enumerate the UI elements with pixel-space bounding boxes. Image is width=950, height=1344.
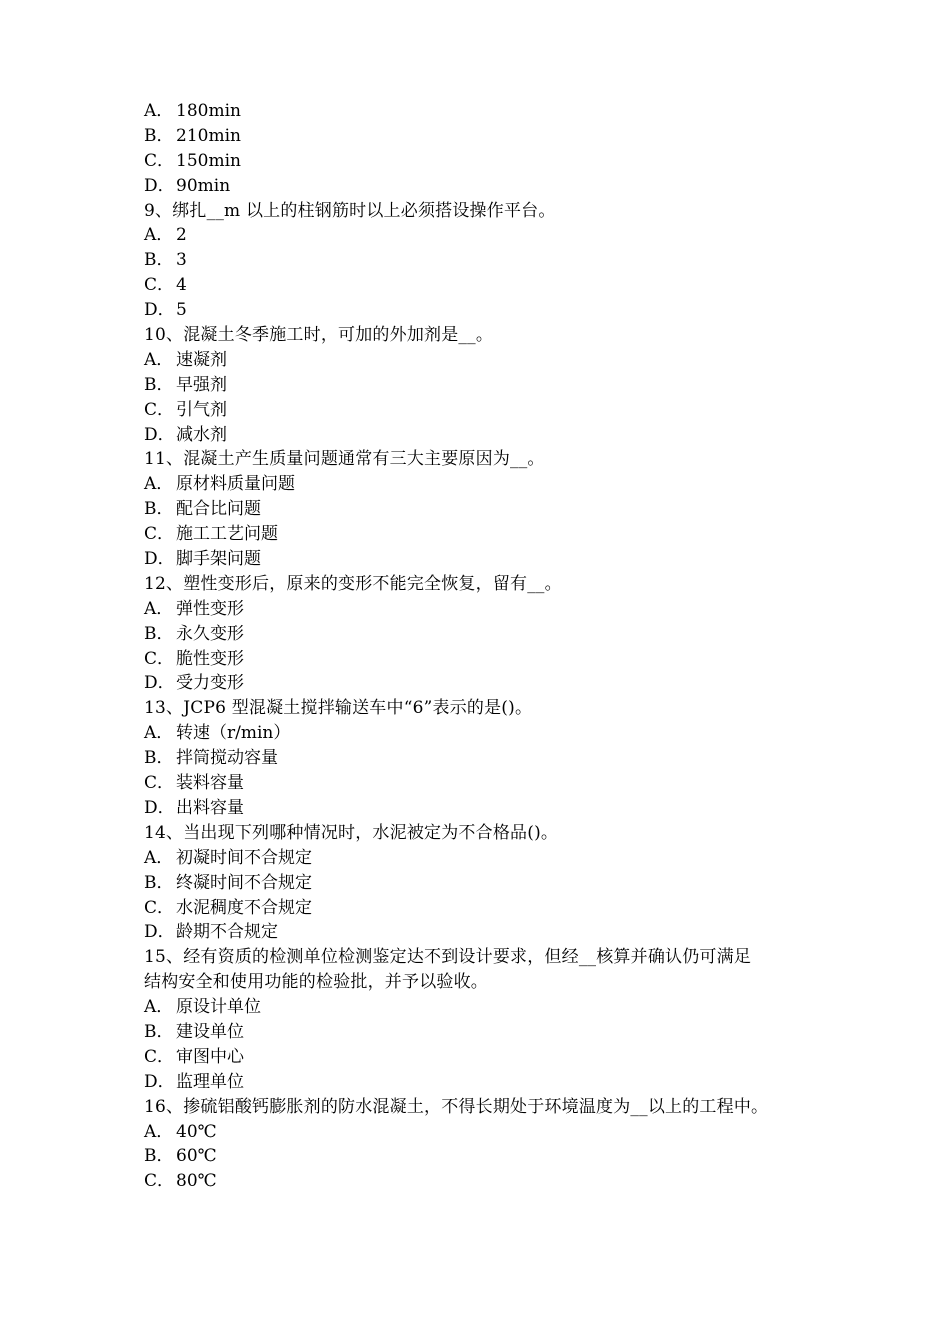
question-stem: 11、混凝土产生质量问题通常有三大主要原因为__。 [144, 449, 545, 470]
question-stem: 14、当出现下列哪种情况时，水泥被定为不合格品()。 [144, 822, 559, 843]
option-letter: C． [144, 1046, 175, 1067]
option-text: 减水剂 [176, 424, 227, 445]
option-letter: C． [144, 1171, 175, 1192]
question-stem: 15、经有资质的检测单位检测鉴定达不到设计要求，但经__核算并确认仍可满足 [144, 947, 752, 968]
answer-option [144, 796, 814, 821]
option-text: 2 [176, 225, 187, 246]
answer-option [144, 174, 814, 199]
option-text: 90min [176, 175, 231, 196]
answer-option [144, 99, 814, 124]
option-letter: A． [144, 101, 174, 121]
answer-option [144, 671, 814, 696]
option-text: 脆性变形 [176, 648, 244, 669]
option-letter: A． [144, 225, 174, 246]
answer-option [144, 298, 814, 323]
answer-option [144, 721, 814, 746]
answer-option [144, 472, 814, 497]
option-text: 速凝剂 [176, 349, 227, 370]
answer-option [144, 1169, 814, 1194]
question-stem: 结构安全和使用功能的检验批，并予以验收。 [144, 972, 488, 993]
option-letter: D． [144, 175, 175, 196]
option-text: 40℃ [176, 1121, 217, 1142]
option-text: 80℃ [176, 1171, 217, 1192]
answer-option [144, 771, 814, 796]
option-text: 监理单位 [176, 1071, 244, 1092]
option-letter: D． [144, 922, 175, 943]
option-text: 受力变形 [176, 673, 244, 694]
option-text: 150min [176, 150, 241, 171]
option-text: 装料容量 [176, 773, 244, 794]
option-letter: B． [144, 872, 174, 893]
option-letter: B． [144, 250, 174, 271]
answer-option [144, 373, 814, 398]
option-letter: C． [144, 275, 175, 296]
option-letter: D． [144, 673, 175, 694]
option-letter: D． [144, 797, 175, 818]
question-list [144, 99, 814, 1194]
option-letter: B． [144, 623, 174, 644]
option-text: 原设计单位 [176, 997, 261, 1018]
question-stem: 16、掺硫铝酸钙膨胀剂的防水混凝土，不得长期处于环境温度为__以上的工程中。 [144, 1096, 769, 1117]
answer-option [144, 1070, 814, 1095]
option-text: 永久变形 [176, 623, 244, 644]
answer-option [144, 871, 814, 896]
option-text: 脚手架问题 [176, 549, 261, 570]
answer-option [144, 348, 814, 373]
option-letter: C． [144, 524, 175, 545]
option-letter: B． [144, 374, 174, 395]
option-letter: A． [144, 1121, 174, 1142]
option-letter: A． [144, 349, 174, 370]
question-stem: 13、JCP6 型混凝土搅拌输送车中“6”表示的是()。 [144, 698, 533, 719]
answer-option [144, 1120, 814, 1145]
option-letter: B． [144, 1146, 174, 1167]
option-text: 引气剂 [176, 399, 227, 420]
option-letter: A． [144, 723, 174, 744]
option-text: 转速（r/min） [176, 723, 291, 744]
option-letter: C． [144, 897, 175, 918]
option-letter: C． [144, 150, 175, 171]
option-text: 5 [176, 300, 187, 321]
answer-option [144, 1020, 814, 1045]
answer-option [144, 223, 814, 248]
answer-option [144, 896, 814, 921]
answer-option [144, 149, 814, 174]
question-stem: 10、混凝土冬季施工时，可加的外加剂是__。 [144, 325, 494, 346]
option-text: 龄期不合规定 [176, 922, 278, 943]
option-letter: A． [144, 847, 174, 868]
question-stem: 9、绑扎__m 以上的柱钢筋时以上必须搭设操作平台。 [144, 200, 556, 221]
answer-option [144, 622, 814, 647]
option-letter: C． [144, 399, 175, 420]
answer-option [144, 547, 814, 572]
option-text: 水泥稠度不合规定 [176, 897, 312, 918]
answer-option [144, 124, 814, 149]
option-letter: A． [144, 474, 174, 495]
option-letter: D． [144, 300, 175, 321]
option-letter: D． [144, 549, 175, 570]
option-letter: B． [144, 748, 174, 769]
answer-option [144, 522, 814, 547]
option-text: 施工工艺问题 [176, 524, 278, 545]
option-text: 60℃ [176, 1146, 217, 1167]
option-text: 建设单位 [176, 1021, 244, 1042]
option-text: 180min [176, 101, 241, 121]
option-text: 原材料质量问题 [176, 474, 295, 495]
question-stem: 12、塑性变形后，原来的变形不能完全恢复，留有__。 [144, 573, 562, 594]
option-text: 初凝时间不合规定 [176, 847, 312, 868]
option-letter: A． [144, 598, 174, 619]
option-letter: C． [144, 648, 175, 669]
answer-option [144, 497, 814, 522]
option-letter: C． [144, 773, 175, 794]
option-text: 弹性变形 [176, 598, 244, 619]
option-letter: D． [144, 1071, 175, 1092]
answer-option [144, 746, 814, 771]
answer-option [144, 398, 814, 423]
answer-option [144, 423, 814, 448]
option-text: 配合比问题 [176, 499, 261, 520]
option-text: 4 [176, 275, 187, 296]
option-letter: A． [144, 997, 174, 1018]
answer-option [144, 995, 814, 1020]
option-text: 早强剂 [176, 374, 227, 395]
option-letter: B． [144, 1021, 174, 1042]
answer-option [144, 846, 814, 871]
answer-option [144, 1045, 814, 1070]
option-text: 210min [176, 125, 241, 146]
option-text: 出料容量 [176, 797, 244, 818]
option-letter: B． [144, 125, 174, 146]
answer-option [144, 597, 814, 622]
answer-option [144, 647, 814, 672]
answer-option [144, 920, 814, 945]
option-text: 审图中心 [176, 1046, 244, 1067]
answer-option [144, 273, 814, 298]
option-text: 3 [176, 250, 187, 271]
answer-option [144, 1144, 814, 1169]
option-text: 终凝时间不合规定 [176, 872, 312, 893]
option-letter: B． [144, 499, 174, 520]
option-text: 拌筒搅动容量 [176, 748, 278, 769]
answer-option [144, 248, 814, 273]
option-letter: D． [144, 424, 175, 445]
